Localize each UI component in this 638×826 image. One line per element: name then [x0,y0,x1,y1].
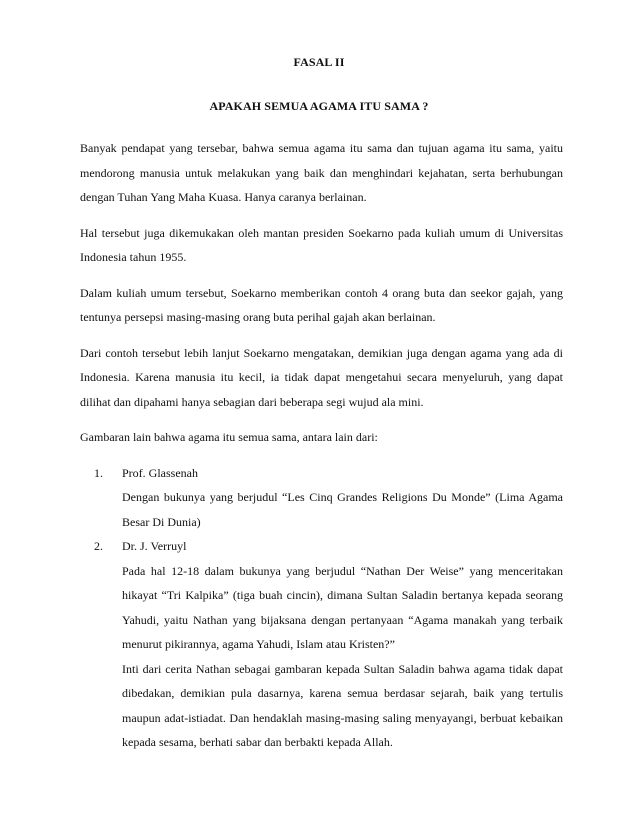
paragraph-3: Dalam kuliah umum tersebut, Soekarno memberikan contoh 4 orang buta dan seekor gajah, yang tentunya persepsi masing-masing orang buta perihal gajah akan berlainan. [80,285,563,324]
paragraph-1: Banyak pendapat yang tersebar, bahwa semua agama itu sama dan tujuan agama itu sama, yaitu mendorong manusia untuk melakukan yang baik dan menghindari kejahatan, serta berhubungan dengan Tuhan Yang Maha Kuasa. Hanya caranya berlainan. [80,141,563,204]
paragraph-4: Dari contoh tersebut lebih lanjut Soekarno mengatakan, demikian juga dengan agama yang ada di Indonesia. Karena manusia itu kecil, ia tidak dapat mengetahui secara menyeluruh, yang dapat dilihat dan dipahami hanya sebagian dari beberapa segi wujud ala mini. [80,345,563,409]
list-item-text: Pada hal 12-18 dalam bukunya yang berjudul “Nathan Der Weise” yang menceritakan hikayat “Tri Kalpika” (tiga buah cincin), dimana Sultan Saladin bertanya kepada seorang Yahudi, yaitu Nathan yang bijaksana dengan pertanyaan “Agama manakah yang terbaik menurut pikirannya, agama Yahudi, Islam atau Kristen?” [122,563,563,651]
list-item [92,534,563,755]
list-item-text: Dengan bukunya yang berjudul “Les Cinq Grandes Religions Du Monde” (Lima Agama Besar Di Dunia) [122,490,563,529]
list-item [92,461,563,535]
page-title: APAKAH SEMUA AGAMA ITU SAMA ? [209,99,429,113]
list-item-number: 2. [94,539,103,553]
document-body [80,136,563,755]
chapter-heading: FASAL II [293,55,345,69]
list-item-name: Dr. J. Verruyl [122,539,187,553]
paragraph-5: Gambaran lain bahwa agama itu semua sama, antara lain dari: [80,430,378,444]
paragraph-2: Hal tersebut juga dikemukakan oleh mantan presiden Soekarno pada kuliah umum di Universitas Indonesia tahun 1955. [80,225,563,264]
reference-list [80,461,563,755]
list-item-text-continued: Inti dari cerita Nathan sebagai gambaran kepada Sultan Saladin bahwa agama tidak dapat dibedakan, demikian pula dasarnya, karena semua berdasar sejarah, baik yang tertulis maupun adat-istiadat. Dan hendaklah masing-masing saling menyayangi, berbuat kebaikan kepada sesama, berhati sabar dan berbakti kepada Allah. [122,661,563,749]
list-item-name: Prof. Glassenah [122,465,198,480]
list-item-number: 1. [94,465,103,480]
